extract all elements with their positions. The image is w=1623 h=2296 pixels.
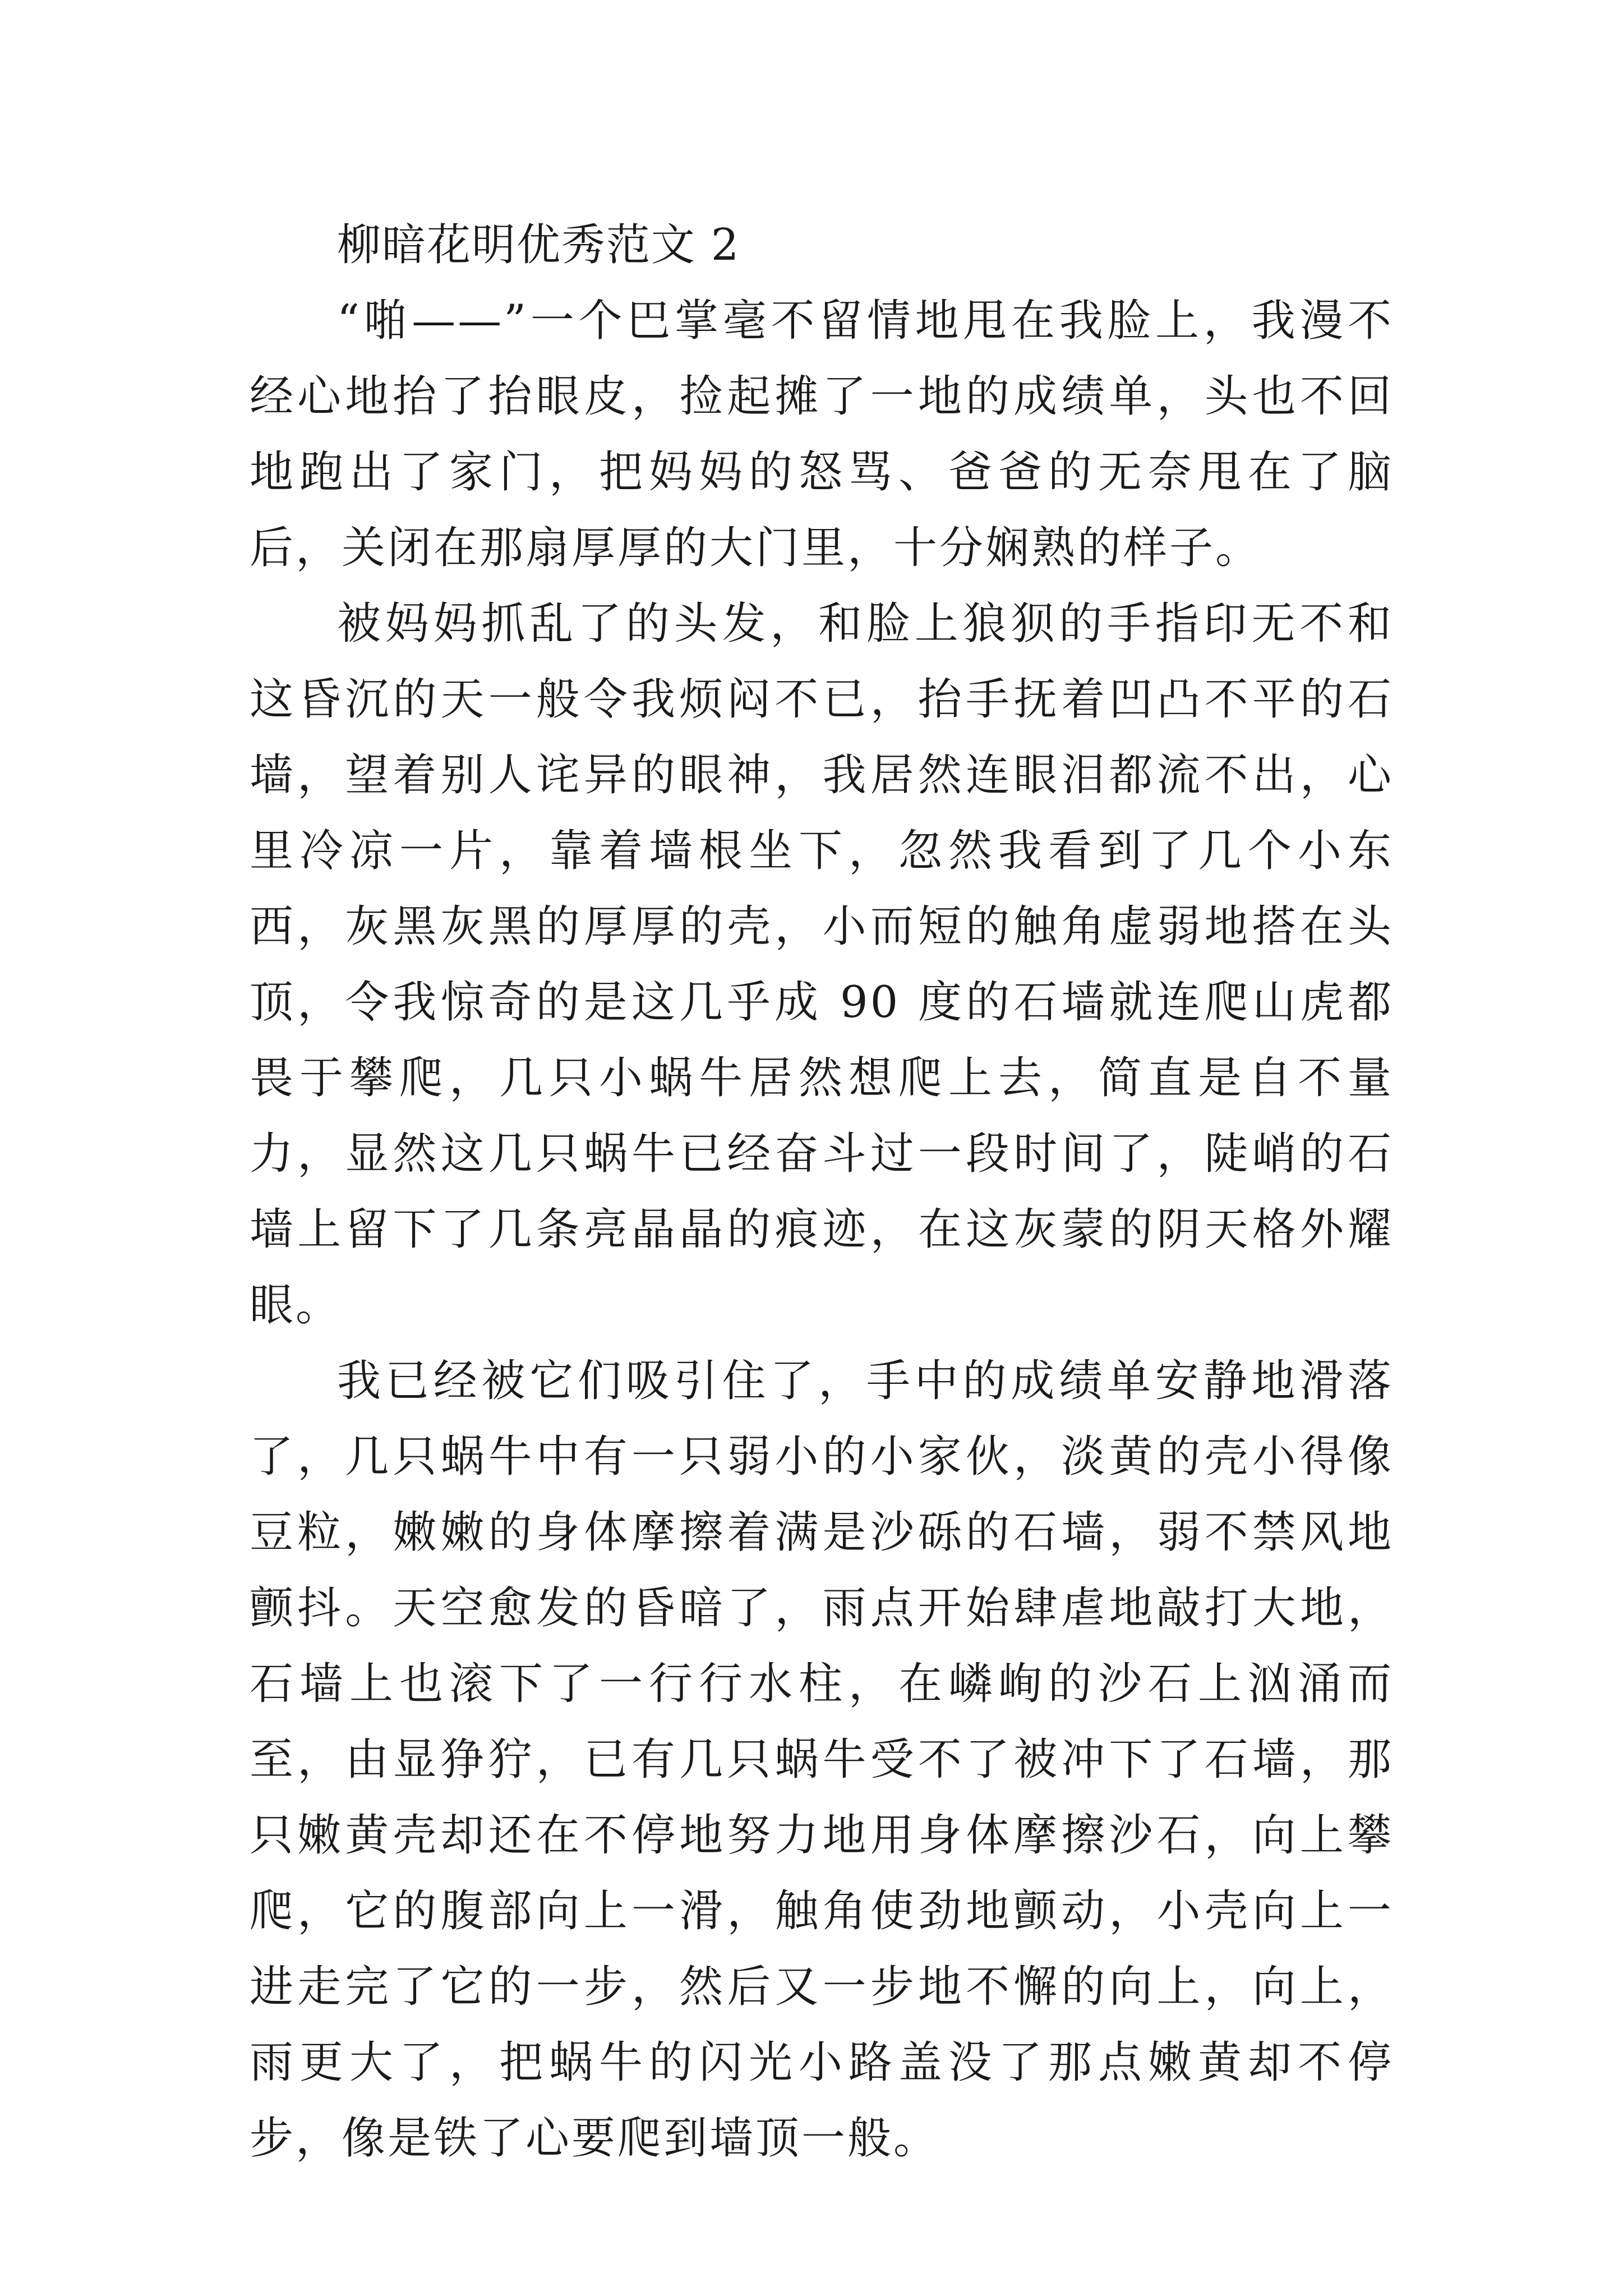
paragraph: 被妈妈抓乱了的头发，和脸上狼狈的手指印无不和这昏沉的天一般令我烦闷不已，抬手抚着凹凸不平的石墙，望着别人诧异的眼神，我居然连眼泪都流不出，心里冷凉一片，靠着墙根坐下，忽然我看到了几个小东西，灰黑灰黑的厚厚的壳，小而短的触角虚弱地搭在头顶，令我惊奇的是这几乎成 90 度的石墙就连爬山虎都畏于攀爬，几只小蜗牛居然想爬上去，简直是自不量力，显然这几只蜗牛已经奋斗过一段时间了，陡峭的石墙上留下了几条亮晶晶的痕迹，在这灰蒙的阴天格外耀眼。: [250, 599, 1394, 1331]
paragraph: 我已经被它们吸引住了，手中的成绩单安静地滑落了，几只蜗牛中有一只弱小的小家伙，淡黄的壳小得像豆粒，嫩嫩的身体摩擦着满是沙砾的石墙，弱不禁风地颤抖。天空愈发的昏暗了，雨点开始肆虐地敲打大地，石墙上也滚下了一行行水柱，在嶙峋的沙石上汹涌而至，由显狰狞，已有几只蜗牛受不了被冲下了石墙，那只嫩黄壳却还在不停地努力地用身体摩擦沙石，向上攀爬，它的腹部向上一滑，触角使劲地颤动，小壳向上一进走完了它的一步，然后又一步地不懈的向上，向上，雨更大了，把蜗牛的闪光小路盖没了那点嫩黄却不停步，像是铁了心要爬到墙顶一般。: [250, 1356, 1394, 2164]
paragraph: “啪——”一个巴掌毫不留情地甩在我脸上，我漫不经心地抬了抬眼皮，捡起摊了一地的成绩单，头也不回地跑出了家门，把妈妈的怒骂、爸爸的无奈甩在了脑后，关闭在那扇厚厚的大门里，十分娴熟的样子。: [250, 296, 1394, 573]
document-title: 柳暗花明优秀范文 2: [337, 220, 740, 270]
document-body: [250, 208, 1394, 2177]
